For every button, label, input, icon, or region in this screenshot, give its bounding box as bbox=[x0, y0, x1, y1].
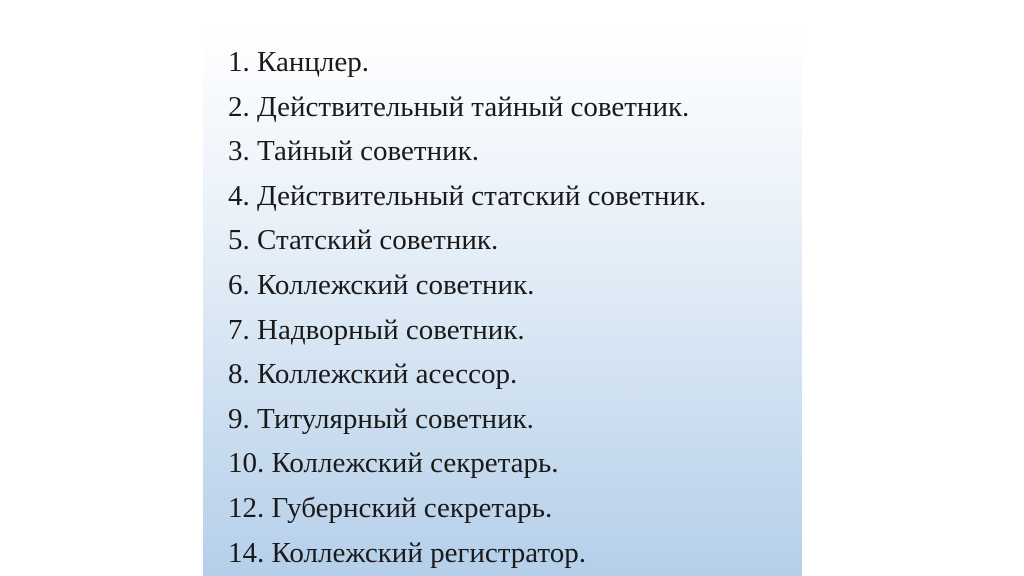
list-item: 3. Тайный советник. bbox=[228, 135, 479, 168]
list-item: 4. Действительный статский советник. bbox=[228, 179, 707, 212]
list-item: 5. Статский советник. bbox=[228, 224, 499, 257]
list-item: 12. Губернский секретарь. bbox=[228, 491, 553, 524]
list-item: 7. Надворный советник. bbox=[228, 313, 525, 346]
list-item: 2. Действительный тайный советник. bbox=[228, 90, 690, 123]
list-item: 10. Коллежский секретарь. bbox=[228, 447, 559, 480]
list-item: 1. Канцлер. bbox=[228, 46, 369, 78]
rank-list bbox=[228, 40, 706, 575]
list-item: 6. Коллежский советник. bbox=[228, 268, 535, 301]
list-item: 8. Коллежский асессор. bbox=[228, 358, 518, 391]
list-item: 9. Титулярный советник. bbox=[228, 402, 534, 435]
list-item: 14. Коллежский регистратор. bbox=[228, 536, 586, 569]
